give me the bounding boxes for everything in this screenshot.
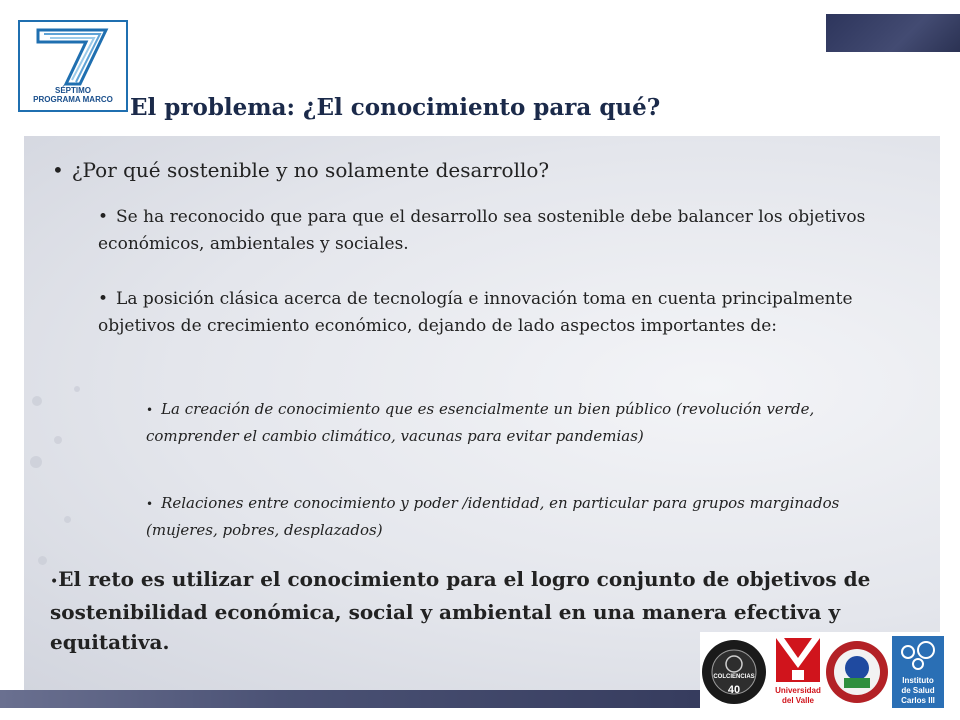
- logo-line2: PROGRAMA MARCO: [33, 95, 113, 104]
- colciencias-logo: [700, 636, 768, 706]
- colciencias-sub: 40: [727, 684, 741, 696]
- isciii-text-1: Instituto: [902, 676, 934, 685]
- slide-title: El problema: ¿El conocimiento para qué?: [130, 94, 661, 121]
- colciencias-text: COLCIENCIAS: [713, 674, 755, 680]
- bullet-1: • Se ha reconocido que para que el desarrollo sea sostenible debe balancer los objetivos económicos, ambientales y sociales.: [98, 207, 866, 254]
- bullet-question-text: ¿Por qué sostenible y no solamente desarrollo?: [71, 158, 550, 182]
- bullet-1-text: Se ha reconocido que para que el desarrollo sea sostenible debe balancer los objetivos económicos, ambientales y sociales.: [98, 207, 866, 254]
- isciii-logo: [892, 636, 944, 708]
- univalle-text-1: Universidad: [775, 686, 821, 695]
- isciii-text-3: Carlos III: [901, 696, 935, 705]
- bullet-2: • La posición clásica acerca de tecnología e innovación toma en cuenta principalmente objetivos de crecimiento económico, dejando de lado aspectos importantes de:: [98, 289, 853, 336]
- university-seal-logo: [824, 636, 890, 706]
- sub-bullet-2: • Relaciones entre conocimiento y poder /identidad, en particular para grupos marginados (mujeres, pobres, desplazados): [146, 494, 840, 539]
- univalle-logo: [772, 636, 824, 708]
- final-statement-text: El reto es utilizar el conocimiento para el logro conjunto de objetivos de sostenibilidad económica, social y ambiental en una manera efectiva y equitativa.: [50, 567, 871, 654]
- partner-logos: [700, 632, 945, 710]
- bullet-2-text: La posición clásica acerca de tecnología e innovación toma en cuenta principalmente objetivos de crecimiento económico, dejando de lado aspectos importantes de:: [98, 289, 853, 336]
- bullet-question: • ¿Por qué sostenible y no solamente desarrollo?: [52, 158, 550, 182]
- final-statement: •El reto es utilizar el conocimiento para el logro conjunto de objetivos de sostenibilidad económica, social y ambiental en una manera efectiva y equitativa.: [50, 567, 871, 654]
- logo-line1: SÉPTIMO: [54, 86, 91, 95]
- sub-bullet-2-text: Relaciones entre conocimiento y poder /identidad, en particular para grupos marginados (mujeres, pobres, desplazados): [146, 494, 840, 539]
- sub-bullet-1-text: La creación de conocimiento que es esencialmente un bien público (revolución verde, comprender el cambio climático, vacunas para evitar pandemias): [146, 400, 815, 445]
- sub-bullet-1: • La creación de conocimiento que es esencialmente un bien público (revolución verde, comprender el cambio climático, vacunas para evitar pandemias): [146, 400, 815, 445]
- univalle-text-2: del Valle: [781, 696, 815, 705]
- isciii-text-2: de Salud: [901, 686, 935, 695]
